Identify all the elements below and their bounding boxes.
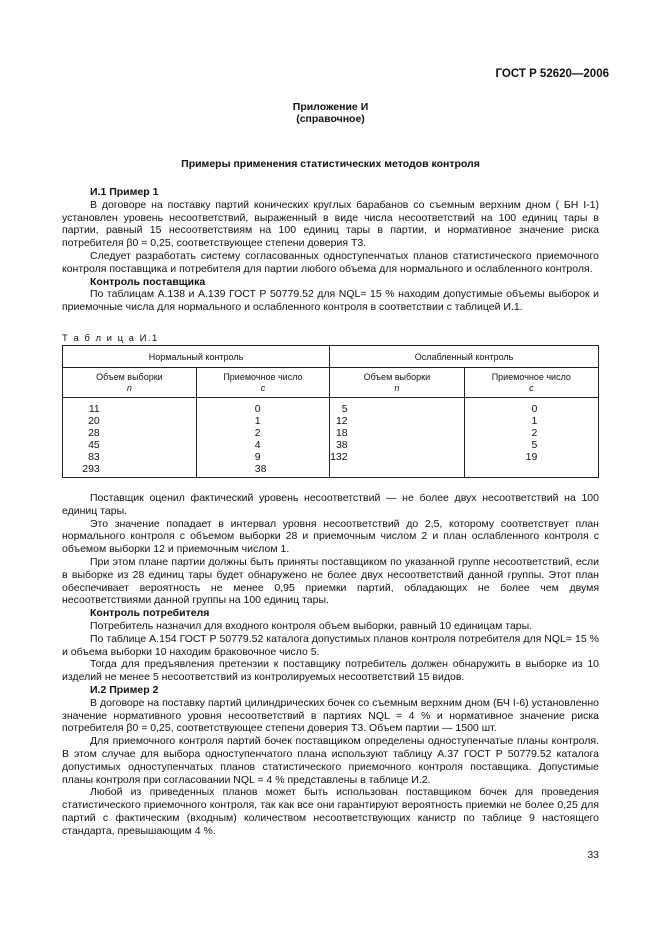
paragraph: По таблицам А.138 и А.139 ГОСТ Р 50779.52 для NQL= 15 % находим допустимые объемы выборок и приемочные числа для нормального и ослабленного контроля в соответствии с таблицей И.1. — [62, 288, 599, 314]
table-caption: Т а б л и ц а И.1 — [62, 333, 159, 344]
paragraph: Тогда для предъявления претензии к поставщику потребитель должен обнаружить в выборке из 10 изделий не менее 5 несоответствий из контролируемых несоответствий 15 видов. — [62, 658, 599, 684]
paragraph: Поставщик оценил фактический уровень несоответствий — не более двух несоответствий на 100 единиц тары. — [62, 492, 599, 517]
paragraph: При этом плане партии должны быть приняты поставщиком по указанной группе несоответствий, если в выборке из 28 единиц тары будет обнаружено не более двух несоответствий данной группы. Этот план обеспечивает вероятность не менее 0,95 приемки партий, обладающих не более чем двумя несоответствиями данной группы на 100 единиц тары. — [62, 555, 599, 607]
paragraph: Для приемочного контроля партий бочек поставщиком определены одноступенчатые планы контроля. В этом случае для выбора одноступенчатого плана используют таблицу А.37 ГОСТ Р 50779.52 каталога допустимых одноступенчатых планов статистического приемочного контроля поставщика. Допустимые планы контроля при согласовании NQL = 4 % представлены в таблице И.2. — [62, 735, 599, 786]
section-title: Примеры применения статистических методов контроля — [181, 158, 480, 170]
annex-ref: (справочное) — [296, 113, 365, 125]
paragraph: Это значение попадает в интервал уровня несоответствий до 2,5, которому соответствует план нормального контроля с объемом выборки 28 и приемочным числом 2 и план ослабленного контроля с объемом выборки 12 и приемочным числом 1. — [62, 517, 599, 556]
values-normal-c: 0 1 2 4 9 38 — [196, 398, 329, 478]
group-reduced: Ослабленный контроль — [330, 346, 599, 368]
subheading: И.1 Пример 1 — [90, 186, 159, 198]
paragraph: По таблице А.154 ГОСТ Р 50779.52 каталога допустимых планов контроля потребителя для NQL= 15 % и объема выборки 10 находим браковочное число 5. — [62, 632, 599, 658]
col-normal-c: Приемочное число c — [196, 368, 329, 398]
col-normal-n: Объем выборки n — [63, 368, 197, 398]
annex-title: Приложение И — [292, 101, 369, 113]
table-i1 — [62, 345, 599, 478]
subheading: Контроль поставщика — [90, 275, 206, 288]
paragraph: В договоре на поставку партий цилиндрических бочек со съемным верхним дном (БЧ I-6) установленно значение нормативного уровня несоответствий в партиях NQL = 4 % и нормативное значение риска потребителя β0 = 0,25, соответствующее степени доверия Т3. Объем партии — 1500 шт. — [62, 696, 599, 735]
subheading: Контроль потребителя — [90, 607, 210, 620]
subheading: И.2 Пример 2 — [90, 683, 159, 696]
paragraph: Потребитель назначил для входного контроля объем выборки, равный 10 единицам тары. — [90, 619, 533, 632]
document-standard-code: ГОСТ Р 52620—2006 — [495, 68, 609, 80]
example-1-text — [62, 186, 599, 314]
group-normal: Нормальный контроль — [63, 346, 330, 368]
example-2-text — [62, 492, 599, 838]
col-reduced-c: Приемочное число c — [464, 368, 598, 398]
col-reduced-n: Объем выборки n — [330, 368, 465, 398]
values-normal-n: 11 20 28 45 83 293 — [63, 398, 197, 478]
paragraph: Любой из приведенных планов может быть использован поставщиком бочек для проведения статистического приемочного контроля, так как все они гарантируют вероятность приемки не более 0,25 для партий с фактическим (входным) количеством несоответствующих канистр по таблице 9 настоящего стандарта, превышающим 4 %. — [62, 786, 599, 837]
page-number: 33 — [587, 849, 599, 861]
paragraph: Следует разработать систему согласованных одноступенчатых планов статистического приемочного контроля поставщика и потребителя для партии любого объема для нормального и ослабленного контроля. — [62, 249, 599, 275]
values-reduced-n: 5 12 18 38 132 — [330, 398, 465, 478]
values-reduced-c: 0 1 2 5 19 — [464, 398, 598, 478]
paragraph: В договоре на поставку партий конических круглых барабанов со съемным верхним дном ( БН I-1) установлен уровень несоответствий, выраженный в виде числа несоответствий на 100 единиц тары в партии, равный 15 несоответствиям на 100 единиц тары в партии, и нормативное значение риска потребителя β0 = 0,25, соответствующее степени доверия Т3. — [62, 198, 599, 250]
